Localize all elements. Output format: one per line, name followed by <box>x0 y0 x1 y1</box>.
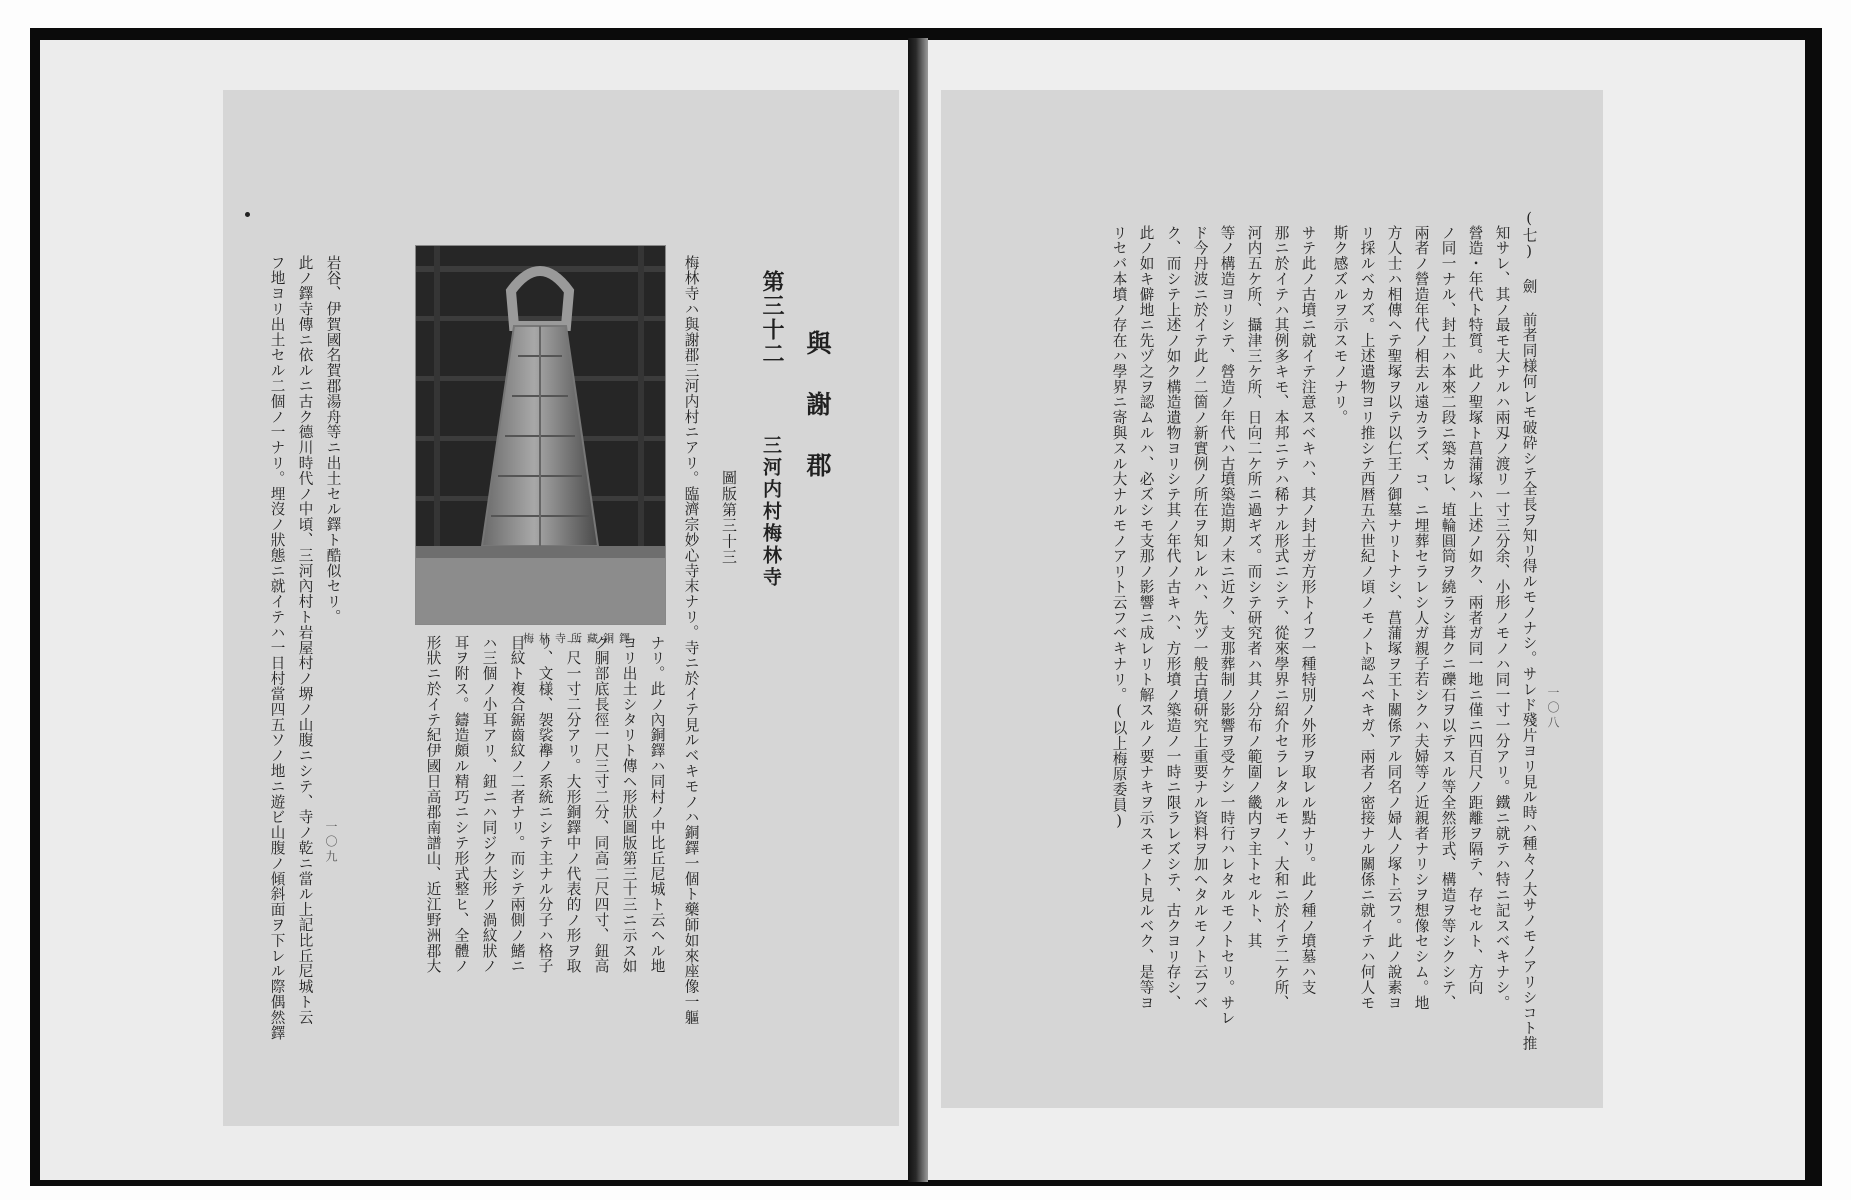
text-column-r13: ド今丹波ニ於イテ此ノ二箇ノ新實例ノ所在ヲ知レルハ、先ヅ一般古墳研究上重要ナル資料ヲ加ヘタルモノト云フベ <box>1191 225 1209 1011</box>
text-column-r10: 那ニ於イテハ其例多キモ、本邦ニテハ稀ナル形式ニシテ、從來學界ニ紹介セラレタルモノ、大和ニ於イテ二ケ所、 <box>1272 225 1290 1011</box>
text-column-13: フ地ヨリ出土セル二個ノ一ナリ。埋沒ノ狀態ニ就イテハ一日村當四五ソノ地ニ遊ビ山腹ノ傾斜面ヲ下レル際偶然鐸 <box>268 255 286 1041</box>
text-column-r11: 河内五ケ所、攝津三ケ所、日向二ケ所ニ過ギズ。而シテ研究者ハ其ノ分布ノ範圍ノ畿内ヲ主トセルト、其 <box>1245 225 1263 949</box>
text-column-r5: 兩者ノ營造年代ノ相去ル遠カラズ、コ、ニ埋葬セラレシ人ガ親子若シクハ夫婦等ノ近親者ナリシヲ想像セシム。地 <box>1412 225 1430 1011</box>
right-page <box>941 90 1603 1108</box>
text-column-10: 形狀ニ於イテ紀伊國日高郡南譜山、近江野洲郡大 <box>424 635 442 974</box>
text-column-11: 岩谷、伊賀國名賀郡湯舟等ニ出土セル鐸ト酷似セリ。 <box>324 255 342 625</box>
text-column-r6: 方人士ハ相傳ヘテ聖塚ヲ以テ以仁王ノ御墓ナリトナシ、菖蒲塚ヲ王ト關係アル同名ノ婦人ノ塚ト云フ。此ノ說素ヨ <box>1385 225 1403 1011</box>
left-page <box>223 90 899 1126</box>
text-column-2: ナリ。此ノ內銅鐸ハ同村ノ中比丘尼城ト云ヘル地 <box>648 635 666 974</box>
plate-reference: 圖版第三十三 <box>720 470 738 565</box>
text-column-r8: 斯ク感ズルヲ示スモノナリ。 <box>1331 225 1349 426</box>
text-column-r3: 營造・年代ト特質。此ノ聖塚ト菖蒲塚ハ上述ノ如ク、兩者ガ同一地ニ僅ニ四百尺ノ距離ヲ隔テ、存セルト、方向 <box>1466 225 1484 995</box>
text-column-7: 目紋ト複合鋸齒紋ノ二者ナリ。而シテ兩側ノ鰭ニ <box>508 635 526 974</box>
entry-title: 三河内村梅林寺 <box>760 435 782 589</box>
photo-caption: 梅林寺所藏銅鐸 <box>523 632 635 645</box>
entry-number: 第三十二 <box>759 270 785 366</box>
speck <box>245 212 250 217</box>
text-column-r1: (七) 劍 前者同様何レモ破砕シテ全長ヲ知リ得ルモノナシ。サレド殘片ヨリ見ル時ハ種々ノ大サノモノアリシコト推 <box>1520 210 1538 1052</box>
text-column-r9: サテ此ノ古墳ニ就イテ注意スベキハ、其ノ封土ガ方形トイフ一種特別ノ外形ヲ取レル點ナリ。此ノ種ノ墳墓ハ支 <box>1299 225 1317 995</box>
text-column-12: 此ノ鐸寺傳ニ依ルニ古ク德川時代ノ中頃、三河內村ト岩屋村ノ堺ノ山腹ニシテ、寺ノ乾ニ當ル上記比丘尼城ト云 <box>296 255 314 1025</box>
text-column-r16: リセバ本墳ノ存在ハ學界ニ寄與スル大ナルモノアリト云フベキナリ。(以上梅原委員) <box>1110 225 1128 831</box>
text-column-3: ヨリ出土シタリト傳ヘ形狀圖版第三十三ニ示ス如 <box>620 635 638 974</box>
page-number-right: 一〇八 <box>1546 686 1560 731</box>
text-column-8: ハ三個ノ小耳アリ、鈕ニハ同ジク大形ノ渦紋狀ノ <box>480 635 498 974</box>
book-gutter <box>908 38 928 1182</box>
district-title: 與謝郡 <box>803 330 832 513</box>
text-column-r12: 等ノ構造ヨリシテ、營造ノ年代ハ古墳築造期ノ末ニ近ク、支那葬制ノ影響ヲ受ケシ一時行ハレタルモノトセリ。サレ <box>1218 225 1236 1026</box>
text-column-9: 耳ヲ附ス。鑄造頗ル精巧ニシテ形式整ヒ、全體ノ <box>452 635 470 974</box>
text-column-r15: 此ノ如キ僻地ニ先ヅ之ヲ認ムルハ、必ズシモ支那ノ影響ニ成レリト解スルノ要ナキヲ示スモノト見ルベク、是等ヨ <box>1137 225 1155 1011</box>
text-column-4: ク胴部底長徑一尺三寸二分、同高二尺四寸、鈕高 <box>592 635 610 974</box>
text-column-r7: リ採ルベカズ。上述遺物ヨリ推シテ西暦五六世紀ノ頃ノモノト認ムベキガ、兩者ノ密接ナル關係ニ就イテハ何人モ <box>1358 225 1376 1011</box>
text-column-6: リ、文様、袈裟襷ノ系統ニシテ主ナル分子ハ格子 <box>536 635 554 974</box>
page-number-left: 一〇九 <box>324 820 338 865</box>
text-column-1: 梅林寺ハ與謝郡三河内村ニアリ。臨濟宗妙心寺末ナリ。寺ニ於イテ見ルベキモノハ銅鐸一個ト藥師如來座像一軀 <box>682 255 700 1025</box>
text-column-r2: 知サレ、其ノ最モ大ナルハ兩刄ノ渡リ一寸三分余、小形ノモノハ同一寸一分アリ。鐵ニ就テハ特ニ記スベキナシ。 <box>1493 225 1511 1011</box>
bronze-bell-photo <box>415 245 666 625</box>
text-column-r14: ク、而シテ上述ノ如ク構造遺物ヨリシテ其ノ年代ノ古キハ、方形墳ノ築造ノ一時ニ限ラレズシテ、古クヨリ存シ、 <box>1164 225 1182 1011</box>
text-column-r4: ノ同一ナル、封土ハ本來二段ニ築カレ、埴輪圓筒ヲ繞ラシ葺クニ礫石ヲ以テスル等全然形式、構造ヲ等シクシテ、 <box>1439 225 1457 1011</box>
text-column-5: 一尺一寸二分アリ。大形銅鐸中ノ代表的ノ形ヲ取 <box>564 635 582 974</box>
